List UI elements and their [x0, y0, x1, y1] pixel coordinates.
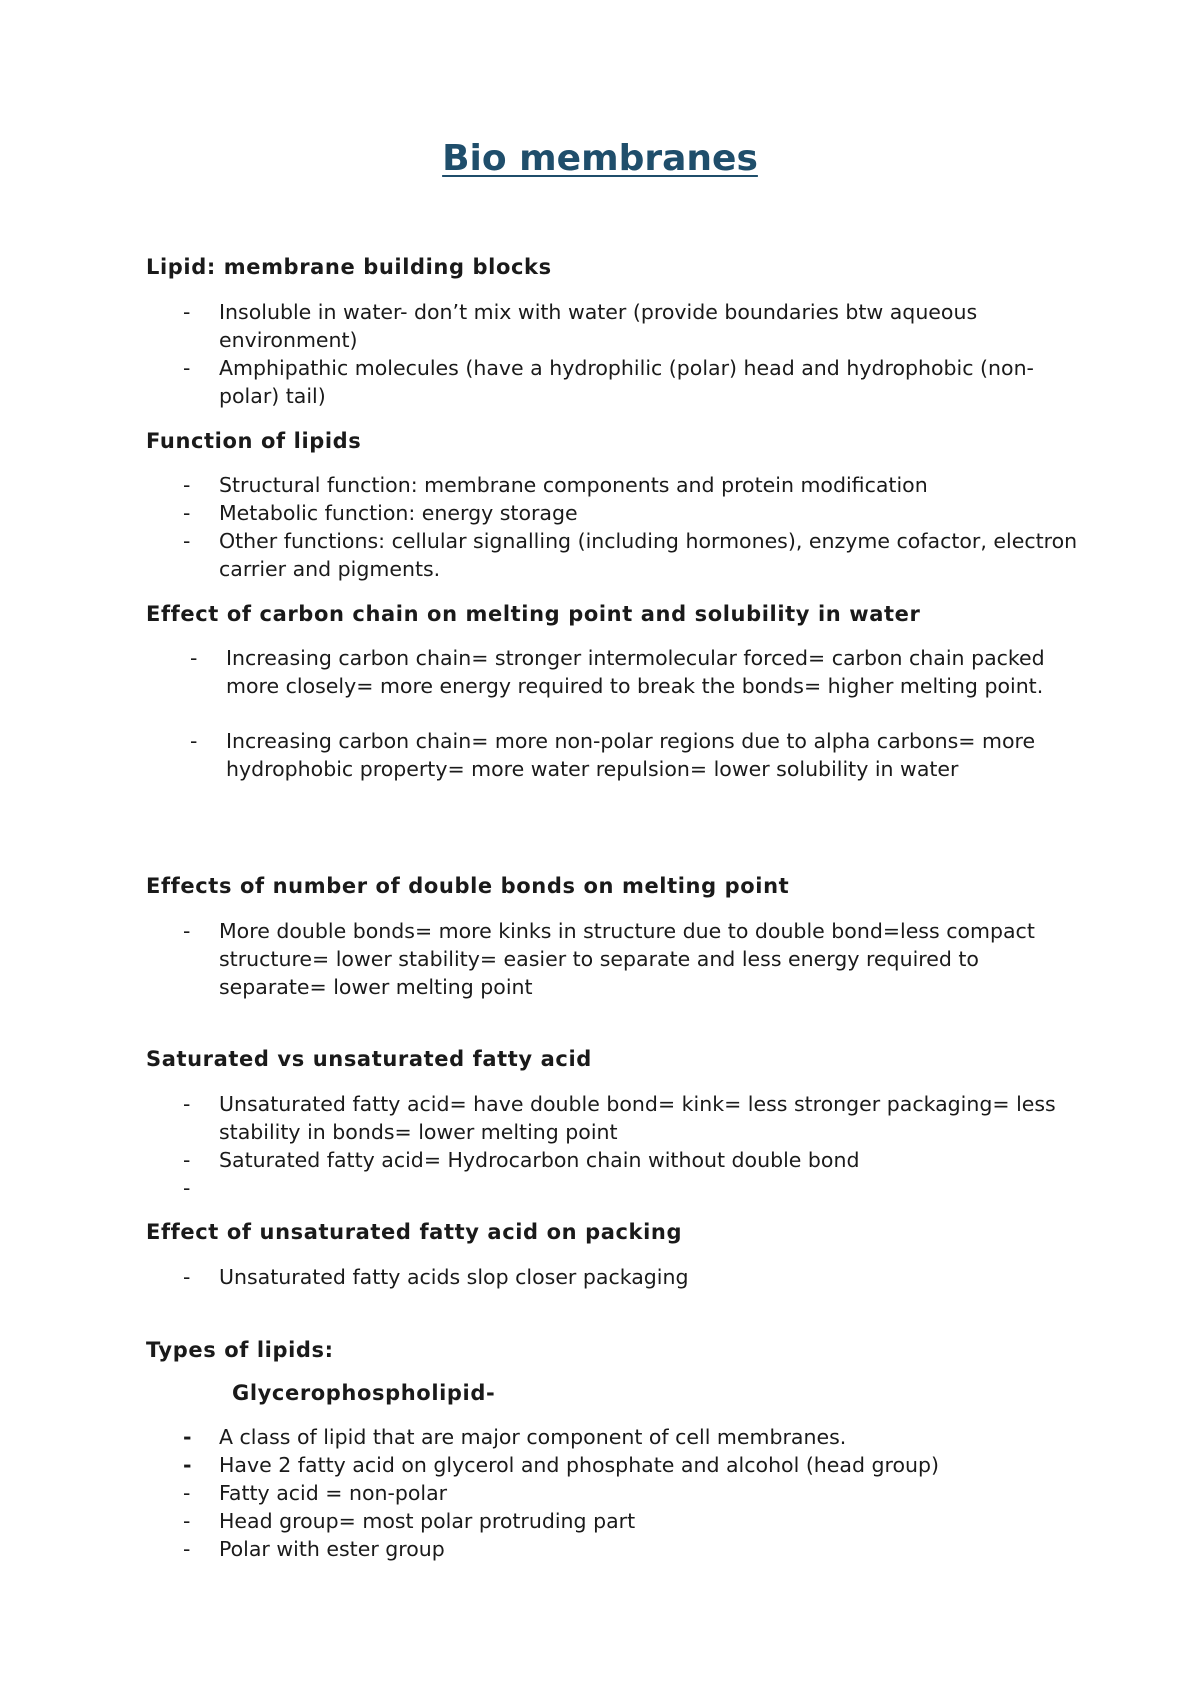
list-item-text: Saturated fatty acid= Hydrocarbon chain without double bond	[219, 1148, 860, 1172]
bullet-dash: -	[183, 1481, 191, 1505]
section-heading-saturated: Saturated vs unsaturated fatty acid	[146, 1047, 592, 1071]
bullet-dash: -	[183, 1148, 191, 1172]
list-item-text: Polar with ester group	[219, 1537, 445, 1561]
bullet-dash: -	[183, 1509, 191, 1533]
section-heading-packing: Effect of unsaturated fatty acid on packing	[146, 1220, 683, 1244]
bullet-dash: -	[183, 1265, 191, 1289]
list-item-text: Unsaturated fatty acid= have double bond= kink= less stronger packaging= less stability in bonds= lower melting point	[219, 1092, 1056, 1144]
list-item-text: A class of lipid that are major component of cell membranes.	[219, 1425, 847, 1449]
list-item-text: More double bonds= more kinks in structure due to double bond=less compact structure= lower stability= easier to separate and less energy required to separate= lower melting point	[219, 919, 1035, 999]
bullet-dash: -	[183, 473, 191, 497]
section-heading-carbon-chain: Effect of carbon chain on melting point and solubility in water	[146, 602, 921, 626]
list-item-text: Insoluble in water- don’t mix with water (provide boundaries btw aqueous environment)	[219, 300, 978, 352]
list-item-text: Have 2 fatty acid on glycerol and phosphate and alcohol (head group)	[219, 1453, 940, 1477]
bullet-dash: -	[183, 300, 191, 324]
bullet-dash: -	[183, 919, 191, 943]
bullet-dash: -	[190, 729, 198, 753]
subheading-glycerophospholipid: Glycerophospholipid-	[232, 1381, 496, 1405]
list-item-text: Structural function: membrane components and protein modification	[219, 473, 928, 497]
bullet-dash: -	[190, 646, 198, 670]
list-item-text: Head group= most polar protruding part	[219, 1509, 636, 1533]
section-heading-function: Function of lipids	[146, 429, 362, 453]
section-heading-double-bonds: Effects of number of double bonds on melting point	[146, 874, 790, 898]
list-item-text: Amphipathic molecules (have a hydrophilic (polar) head and hydrophobic (non-polar) tail)	[219, 356, 1034, 408]
bullet-dash: -	[183, 501, 191, 525]
list-item-text: Fatty acid = non-polar	[219, 1481, 448, 1505]
document-title: Bio membranes	[442, 138, 758, 179]
bullet-dash: -	[183, 356, 191, 380]
section-heading-lipid: Lipid: membrane building blocks	[146, 255, 552, 279]
list-item-text: Other functions: cellular signalling (including hormones), enzyme cofactor, electron carrier and pigments.	[219, 529, 1078, 581]
bullet-dash: -	[183, 1453, 192, 1477]
list-item-text: Metabolic function: energy storage	[219, 501, 578, 525]
list-item-text: Increasing carbon chain= more non-polar regions due to alpha carbons= more hydrophobic property= more water repulsion= lower solubility in water	[226, 729, 1036, 781]
list-item-text: Unsaturated fatty acids slop closer packaging	[219, 1265, 689, 1289]
bullet-dash: -	[183, 1176, 191, 1200]
list-item-text: Increasing carbon chain= stronger intermolecular forced= carbon chain packed more closely= more energy required to break the bonds= higher melting point.	[226, 646, 1045, 698]
section-heading-types: Types of lipids:	[146, 1338, 334, 1362]
bullet-dash: -	[183, 1092, 191, 1116]
bullet-dash: -	[183, 1425, 192, 1449]
bullet-dash: -	[183, 529, 191, 553]
bullet-dash: -	[183, 1537, 191, 1561]
